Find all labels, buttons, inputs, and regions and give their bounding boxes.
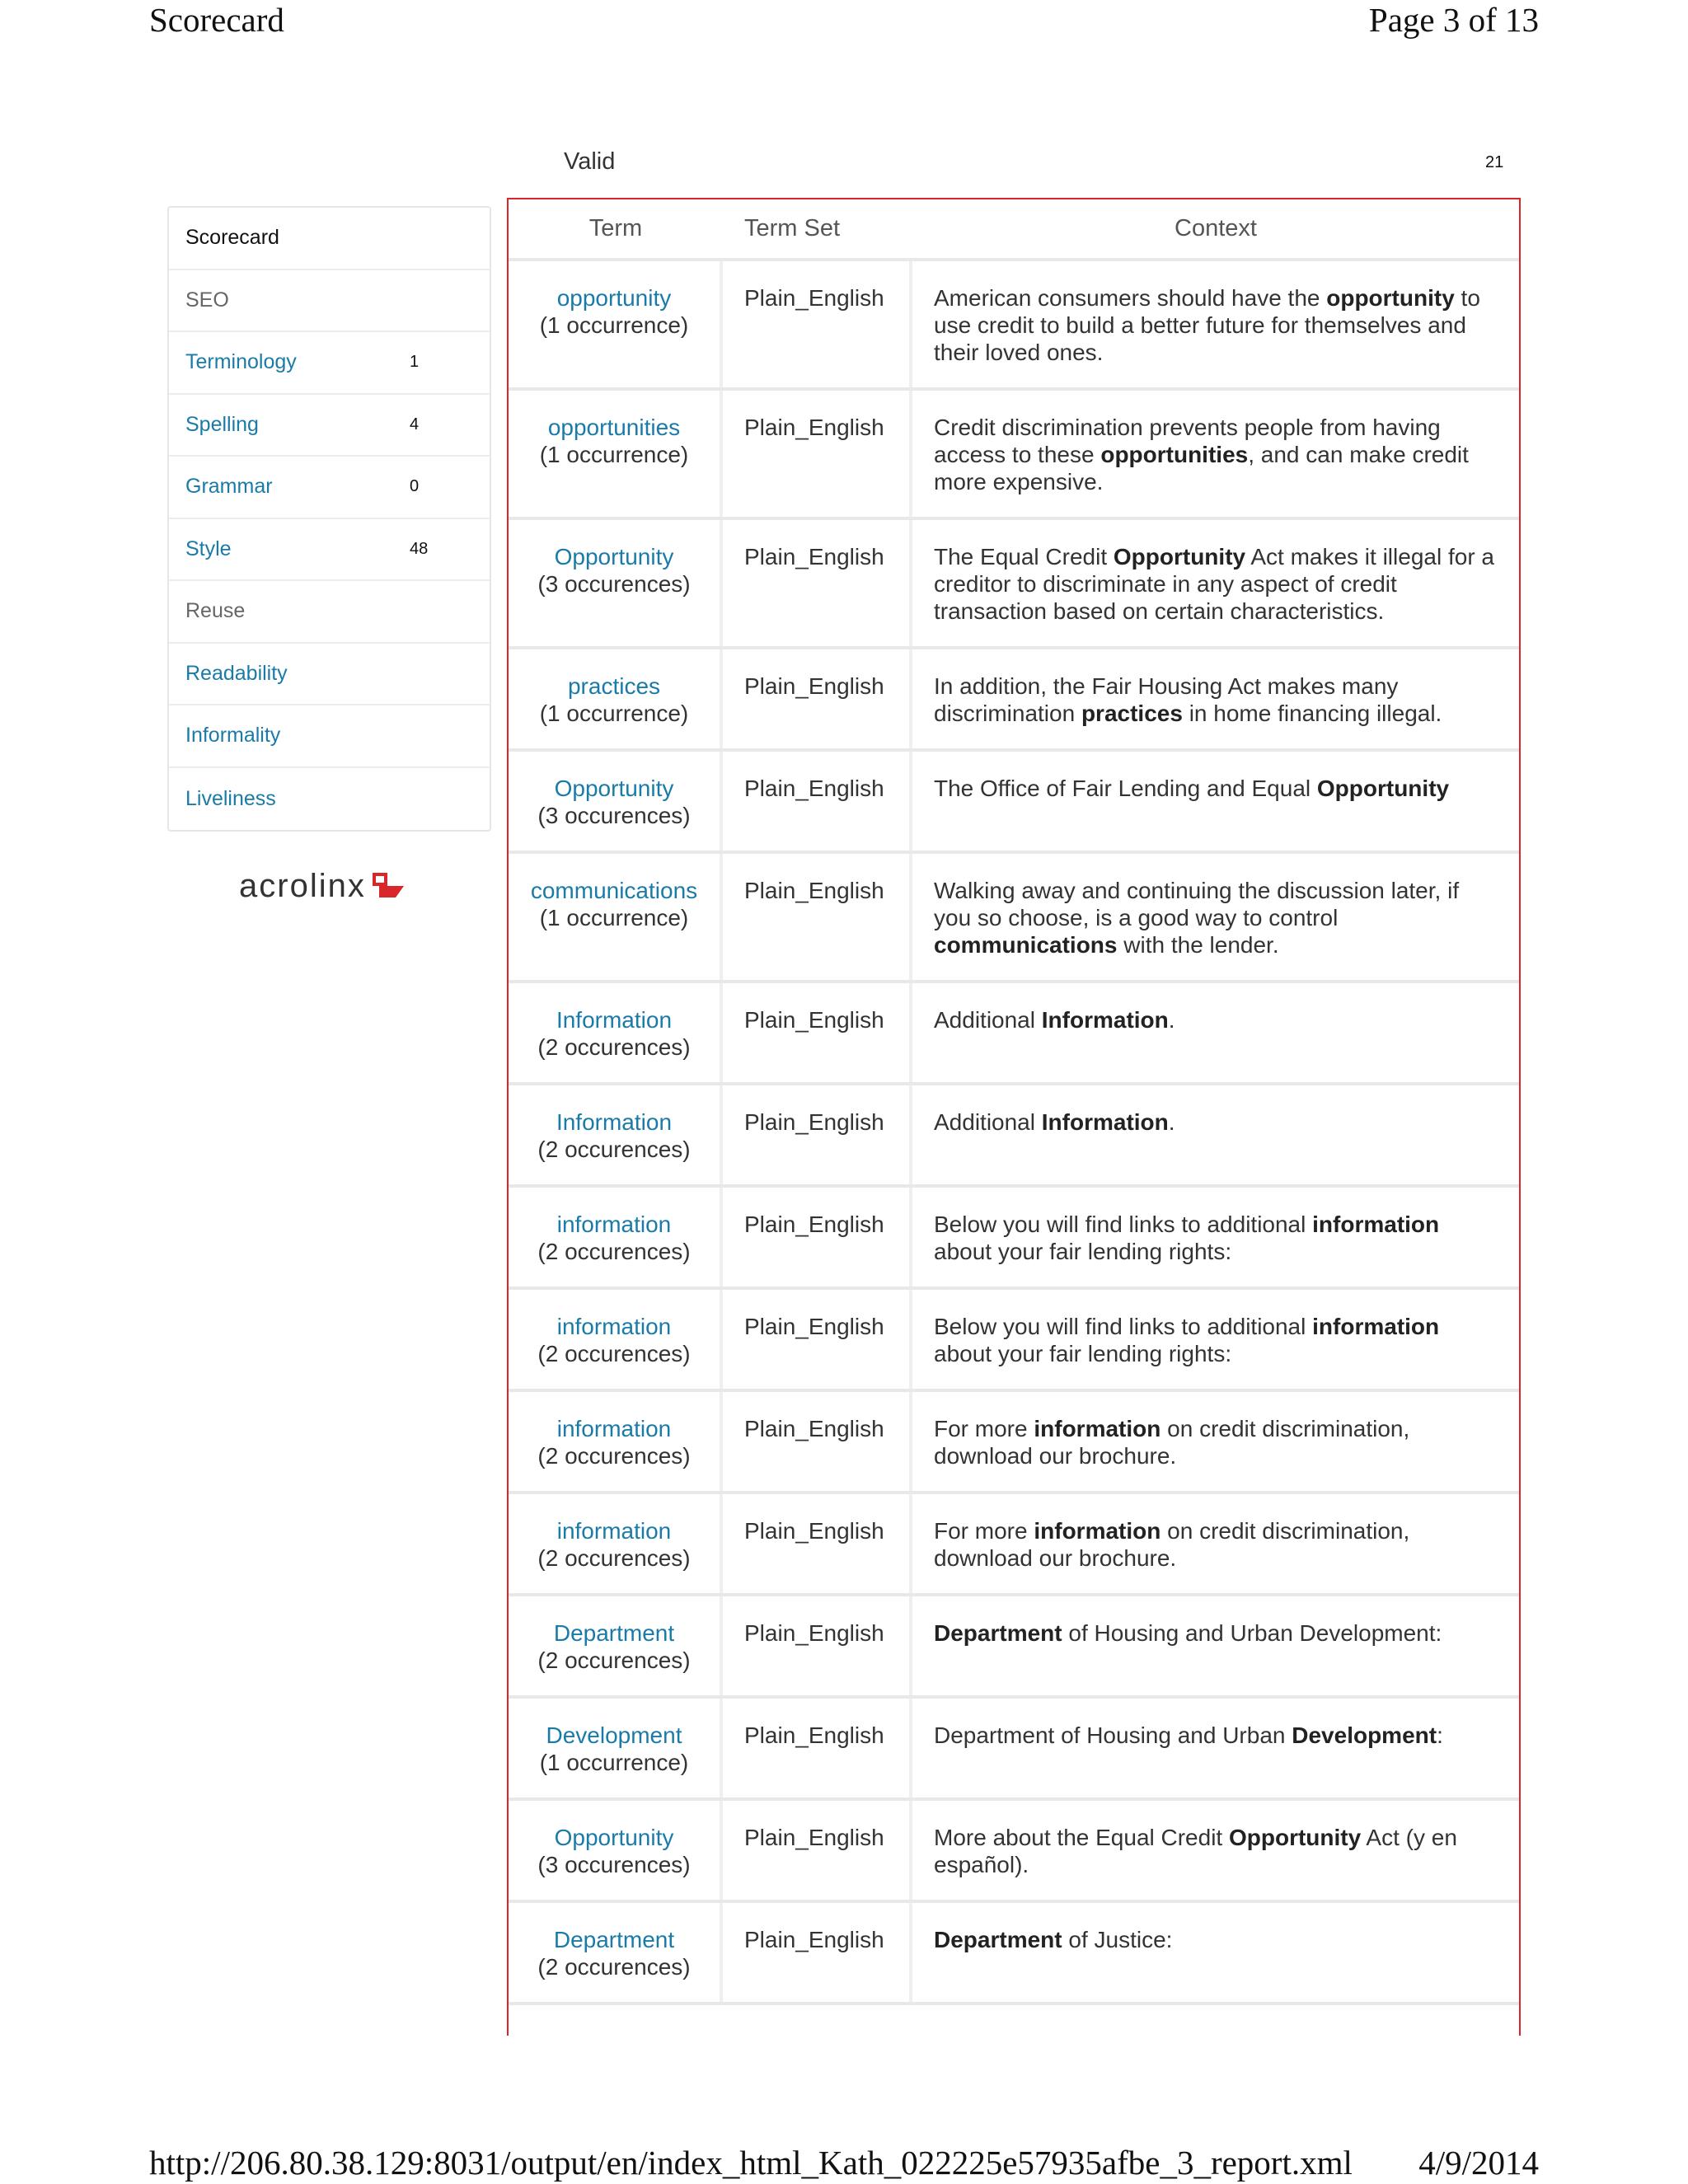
term-occurrence-count: (2 occurences) (537, 1137, 691, 1162)
context-text: Department of Housing and Urban (934, 1722, 1292, 1748)
print-footer-date: 4/9/2014 (1418, 2144, 1539, 2182)
sidebar-item-seo (169, 270, 490, 333)
term-set-cell: Plain_English (723, 1290, 912, 1389)
context-cell (912, 1085, 1519, 1184)
term-set-cell: Plain_English (723, 649, 912, 748)
context-cell (912, 752, 1519, 851)
table-row (509, 983, 1519, 1085)
sidebar-item-count: 1 (410, 353, 420, 372)
term-link[interactable]: information (556, 1314, 672, 1339)
term-set-cell: Plain_English (723, 1494, 912, 1593)
context-text: More about the Equal Credit (934, 1825, 1229, 1850)
acrolinx-logo (239, 868, 407, 904)
context-highlighted-term: Information (1041, 1109, 1169, 1135)
term-set-cell: Plain_English (723, 1085, 912, 1184)
context-highlighted-term: information (1034, 1416, 1161, 1441)
sidebar-item-label: Style (185, 537, 232, 560)
term-set-cell: Plain_English (723, 391, 912, 517)
context-highlighted-term: information (1312, 1314, 1440, 1339)
term-occurrence-count: (1 occurrence) (539, 701, 689, 726)
term-cell (509, 261, 723, 387)
table-row (509, 1801, 1519, 1903)
table-row (509, 854, 1519, 983)
column-header-context: Context (1175, 215, 1257, 241)
context-highlighted-term: practices (1081, 701, 1183, 726)
sidebar-item-reuse (169, 581, 490, 644)
context-text: Act (y en español). (934, 1825, 1457, 1877)
term-set-cell: Plain_English (723, 1392, 912, 1491)
term-link[interactable]: information (556, 1416, 672, 1441)
term-set-cell: Plain_English (723, 983, 912, 1082)
sidebar-item-label: Liveliness (185, 786, 276, 810)
context-cell (912, 391, 1519, 517)
term-cell (509, 520, 723, 646)
table-row (509, 520, 1519, 649)
context-cell (912, 1494, 1519, 1593)
term-set-cell: Plain_English (723, 1801, 912, 1900)
context-text: about your fair lending rights: (934, 1239, 1232, 1264)
context-text: Additional (934, 1109, 1042, 1135)
context-text: . (1168, 1109, 1175, 1135)
term-cell (509, 1290, 723, 1389)
term-cell (509, 983, 723, 1082)
sidebar-item-terminology[interactable] (169, 332, 490, 395)
term-link[interactable]: Department (553, 1620, 675, 1646)
term-occurrence-count: (2 occurences) (537, 1239, 691, 1264)
term-cell (509, 1801, 723, 1900)
term-cell (509, 1596, 723, 1695)
sidebar-item-label: Terminology (185, 350, 297, 374)
print-footer-url: http://206.80.38.129:8031/output/en/index_html_Kath_022225e57935afbe_3_report.xml (149, 2144, 1353, 2182)
sidebar-item-label: Readability (185, 661, 288, 685)
sidebar-item-count: 48 (410, 539, 429, 558)
sidebar-item-label: Grammar (185, 475, 273, 499)
term-set-cell: Plain_English (723, 854, 912, 980)
sidebar-item-label: Reuse (185, 599, 246, 623)
context-cell (912, 1903, 1519, 2002)
term-occurrence-count: (3 occurences) (537, 571, 691, 597)
sidebar-item-grammar[interactable] (169, 457, 490, 519)
term-occurrence-count: (3 occurences) (537, 803, 691, 828)
table-row (509, 1085, 1519, 1188)
term-cell (509, 1392, 723, 1491)
term-occurrence-count: (3 occurences) (537, 1852, 691, 1877)
term-set-cell: Plain_English (723, 520, 912, 646)
context-highlighted-term: Opportunity (1316, 776, 1450, 801)
sidebar-item-count: 0 (410, 477, 420, 496)
context-highlighted-term: opportunity (1326, 285, 1455, 311)
table-row (509, 1290, 1519, 1392)
term-link[interactable]: communications (530, 878, 698, 903)
scorecard-sidebar (167, 206, 491, 832)
valid-terms-table (507, 198, 1521, 2036)
term-link[interactable]: opportunity (556, 285, 672, 311)
term-cell (509, 1494, 723, 1593)
context-text: about your fair lending rights: (934, 1341, 1232, 1366)
context-text: The Equal Credit (934, 544, 1114, 569)
context-text: The Office of Fair Lending and Equal (934, 776, 1317, 801)
term-cell (509, 854, 723, 980)
context-text: on credit discrimination, download our brochure. (934, 1416, 1410, 1469)
context-text: Below you will find links to additional (934, 1314, 1313, 1339)
context-text: with the lender. (1117, 932, 1279, 958)
context-cell (912, 1596, 1519, 1695)
valid-section-count: 21 (1485, 153, 1504, 171)
context-cell (912, 1290, 1519, 1389)
sidebar-item-liveliness[interactable] (169, 768, 490, 831)
table-row (509, 391, 1519, 520)
sidebar-item-spelling[interactable] (169, 395, 490, 457)
table-header-row (509, 199, 1519, 261)
print-header-title: Scorecard (149, 1, 284, 39)
sidebar-item-count: 4 (410, 415, 420, 434)
term-occurrence-count: (2 occurences) (537, 1954, 691, 1980)
table-row (509, 261, 1519, 391)
context-text: of Justice: (1062, 1927, 1173, 1952)
context-text: . (1168, 1007, 1175, 1033)
context-text: For more (934, 1416, 1034, 1441)
table-row (509, 1699, 1519, 1801)
column-header-term: Term (588, 215, 643, 241)
context-text: Walking away and continuing the discussion later, if you so choose, is a good way to control (934, 878, 1460, 930)
table-row (509, 1188, 1519, 1290)
term-cell (509, 752, 723, 851)
sidebar-item-label: SEO (185, 288, 229, 312)
sidebar-item-style[interactable] (169, 519, 490, 582)
term-cell (509, 1699, 723, 1797)
sidebar-item-informality[interactable] (169, 705, 490, 768)
context-text: American consumers should have the (934, 285, 1327, 311)
context-text: Below you will find links to additional (934, 1212, 1313, 1237)
term-occurrence-count: (2 occurences) (537, 1545, 691, 1571)
term-occurrence-count: (2 occurences) (537, 1341, 691, 1366)
context-highlighted-term: Opportunity (1228, 1825, 1362, 1850)
term-occurrence-count: (2 occurences) (537, 1034, 691, 1060)
context-text: of Housing and Urban Development: (1062, 1620, 1442, 1646)
term-occurrence-count: (2 occurences) (537, 1647, 691, 1673)
context-text: on credit discrimination, download our brochure. (934, 1518, 1410, 1571)
term-link[interactable]: Opportunity (554, 1825, 674, 1850)
term-link[interactable]: Development (546, 1722, 682, 1748)
context-text: in home financing illegal. (1182, 701, 1442, 726)
context-cell (912, 261, 1519, 387)
context-cell (912, 649, 1519, 748)
context-cell (912, 1801, 1519, 1900)
term-set-cell: Plain_English (723, 1903, 912, 2002)
valid-section-label: Valid (564, 148, 616, 175)
term-cell (509, 1085, 723, 1184)
acrolinx-logo-icon (371, 871, 407, 901)
term-occurrence-count: (1 occurrence) (539, 442, 689, 467)
context-text: Additional (934, 1007, 1042, 1033)
term-cell (509, 1188, 723, 1286)
term-link[interactable]: Department (553, 1927, 675, 1952)
table-row (509, 1596, 1519, 1699)
table-row (509, 752, 1519, 854)
term-link[interactable]: opportunities (547, 415, 681, 440)
context-highlighted-term: Information (1041, 1007, 1169, 1033)
term-set-cell: Plain_English (723, 1596, 912, 1695)
logo-text: acrolinx (239, 867, 366, 904)
sidebar-title: Scorecard (169, 208, 490, 270)
context-text: For more (934, 1518, 1034, 1544)
term-cell (509, 391, 723, 517)
context-highlighted-term: opportunities (1100, 442, 1249, 467)
term-link[interactable]: information (556, 1212, 672, 1237)
context-cell (912, 1188, 1519, 1286)
sidebar-item-label: Informality (185, 724, 281, 748)
term-set-cell: Plain_English (723, 261, 912, 387)
context-text: : (1437, 1722, 1443, 1748)
term-occurrence-count: (1 occurrence) (539, 1750, 689, 1775)
term-set-cell: Plain_English (723, 752, 912, 851)
context-cell (912, 1392, 1519, 1491)
sidebar-item-label: Spelling (185, 412, 259, 436)
table-body (509, 261, 1519, 2005)
sidebar-item-readability[interactable] (169, 644, 490, 706)
context-highlighted-term: Department (934, 1927, 1062, 1952)
term-set-cell: Plain_English (723, 1699, 912, 1797)
term-cell (509, 649, 723, 748)
term-link[interactable]: Information (556, 1109, 673, 1135)
table-row (509, 1494, 1519, 1596)
term-link[interactable]: practices (567, 673, 661, 699)
context-highlighted-term: Opportunity (1113, 544, 1246, 569)
term-link[interactable]: Opportunity (554, 776, 674, 801)
context-cell (912, 1699, 1519, 1797)
term-link[interactable]: Information (556, 1007, 673, 1033)
term-link[interactable]: Opportunity (554, 544, 674, 569)
term-occurrence-count: (2 occurences) (537, 1443, 691, 1469)
context-text: to use credit to build a better future for themselves and their loved ones. (934, 285, 1480, 365)
table-row (509, 1392, 1519, 1494)
context-text: In addition, the Fair Housing Act makes many discrimination (934, 673, 1399, 726)
term-cell (509, 1903, 723, 2002)
term-occurrence-count: (1 occurrence) (539, 312, 689, 338)
table-row (509, 1903, 1519, 2005)
context-text: Credit discrimination prevents people from having access to these (934, 415, 1441, 467)
term-link[interactable]: information (556, 1518, 672, 1544)
term-occurrence-count: (1 occurrence) (539, 905, 689, 930)
context-highlighted-term: information (1312, 1212, 1440, 1237)
context-text: Act makes it illegal for a creditor to discriminate in any aspect of credit transaction based on certain characteristics. (934, 544, 1494, 624)
context-cell (912, 520, 1519, 646)
print-header-page-number: Page 3 of 13 (1368, 1, 1539, 39)
column-header-term-set: Term Set (744, 215, 841, 241)
term-set-cell: Plain_English (723, 1188, 912, 1286)
context-highlighted-term: Development (1292, 1722, 1437, 1748)
context-highlighted-term: information (1034, 1518, 1161, 1544)
context-highlighted-term: Department (934, 1620, 1062, 1646)
context-highlighted-term: communications (934, 932, 1118, 958)
table-row (509, 649, 1519, 752)
context-cell (912, 854, 1519, 980)
context-cell (912, 983, 1519, 1082)
context-text: , and can make credit more expensive. (934, 442, 1469, 494)
